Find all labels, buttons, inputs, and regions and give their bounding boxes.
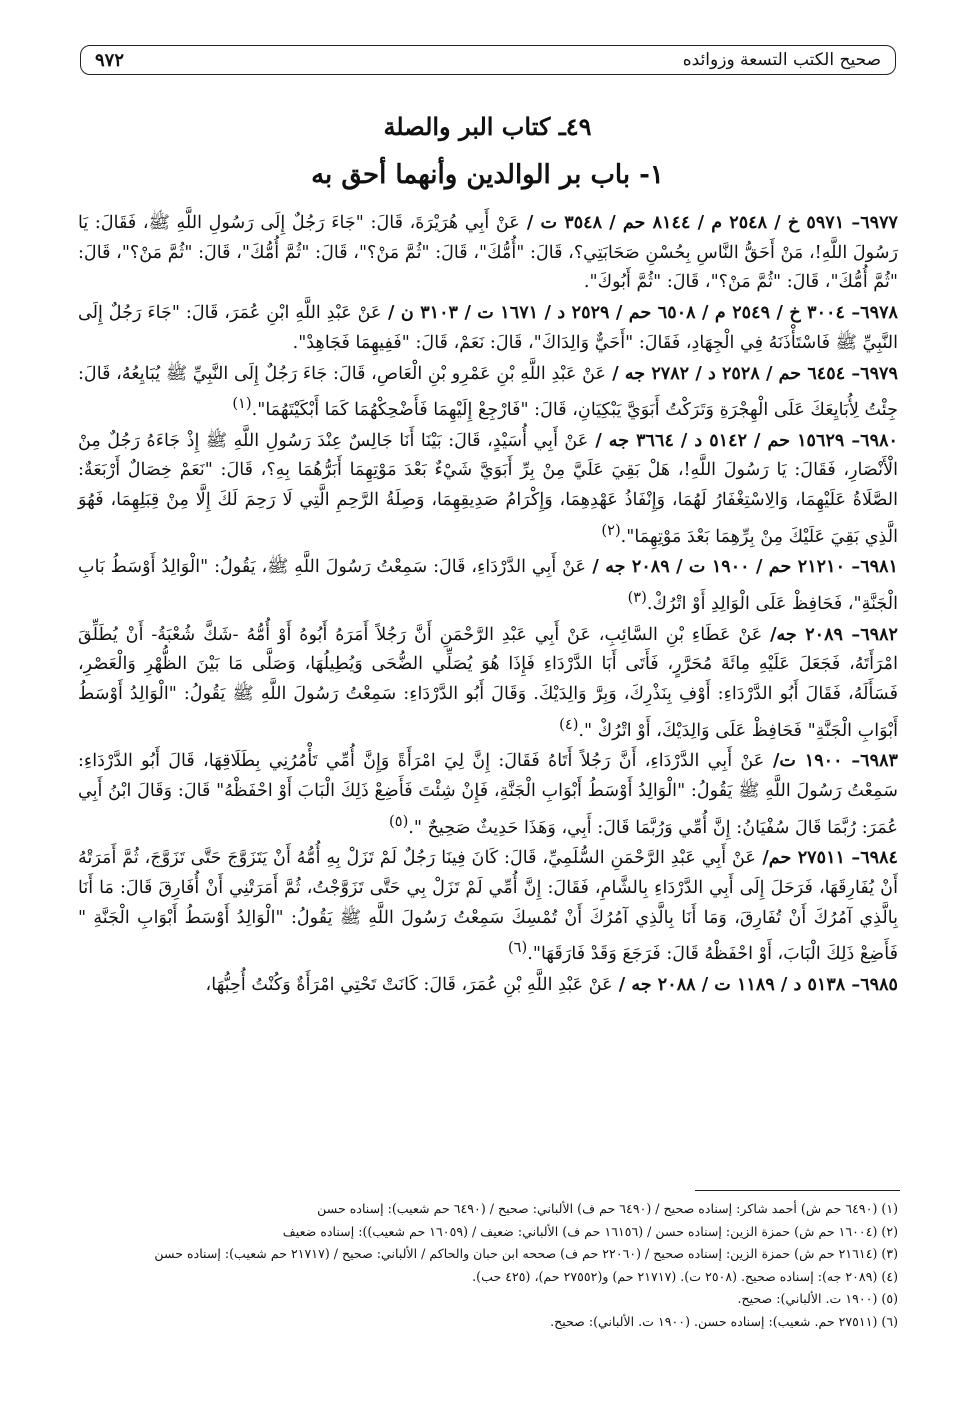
- hadith-text: عَنْ أَبِي أُسَيْدٍ، قَالَ: بَيْنَا أَنَا جَالِسٌ عِنْدَ رَسُولِ اللَّهِ ﷺ إِذْ جَاءَهُ رَجُلٌ مِنْ الْأَنْصَارِ، فَقَالَ: يَا رَسُولَ اللَّهِ!، هَلْ بَقِيَ عَلَيَّ مِنْ بِرِّ أَبَوَيَّ شَيْءٌ بَعْدَ مَوْتِهِمَا أَبَرُّهُمَا بِهِ؟، قَالَ: "نَعَمْ خِصَالٌ أَرْبَعَةٌ: الصَّلَاةُ عَلَيْهِمَا، وَالِاسْتِغْفَارُ لَهُمَا، وَإِنْفَاذُ عَهْدِهِمَا، وَإِكْرَامُ صَدِيقِهِمَا، وَصِلَةُ الرَّحِمِ الَّتِي لَا رَحِمَ لَكَ إِلَّا مِنْ قِبَلِهِمَا، فَهُوَ الَّذِي بَقِيَ عَلَيْكَ مِنْ بِرِّهِمَا بَعْدَ مَوْتِهِمَا".: [78, 430, 898, 547]
- footnote-marker: (٥): [388, 812, 409, 830]
- hadith-refs: – ٣٠٠٤ خ / ٢٥٤٩ م / ٦٥٠٨ حم / ٢٥٢٩ د / ١٦٧١ ت / ٣١٠٣ ن /: [381, 302, 861, 324]
- footnote: (٤) (٢٠٨٩ جه): إسناده صحيح. (٢٥٠٨ ت). (٢١٧١٧ حم) و(٢٧٥٥٢ حم)، (٤٢٥ حب).: [472, 1268, 898, 1284]
- hadith-text: عَنْ عَطَاءِ بْنِ السَّائِبِ، عَنْ أَبِي عَبْدِ الرَّحْمَنِ أَنَّ رَجُلاً أَمَرَهُ أَبُوهُ أَوْ أُمُّهُ -شَكَّ شُعْبَةُ- أَنْ يُطَلِّقَ امْرَأَتَهُ، فَجَعَلَ عَلَيْهِ مِائَةَ مُحَرَّرٍ، فَأَتَى أَبَا الدَّرْدَاءِ فَإِذَا هُوَ يُصَلِّي الضُّحَى وَيُطِيلُهَا، وَصَلَّى مَا بَيْنَ الظُّهْرِ وَالْعَصْرِ، فَسَأَلَهُ، فَقَالَ أَبُو الدَّرْدَاءِ: أَوْفِ بِنَذْرِكَ، وَبِرَّ وَالِدَيْكَ. وَقَالَ أَبُو الدَّرْدَاءِ: سَمِعْتُ رَسُولَ اللَّهِ ﷺ يَقُولُ: "الْوَالِدُ أَوْسَطُ أَبْوَابِ الْجَنَّةِ" فَحَافِظْ عَلَى وَالِدَيْكَ، أَوْ اتْرُكْ ".: [78, 624, 898, 741]
- hadith-text: عَنْ أَبِي هُرَيْرَةَ، قَالَ: "جَاءَ رَجُلٌ إِلَى رَسُولِ اللَّهِ ﷺ، فَقَالَ: يَا رَسُولَ اللَّهِ!، مَنْ أَحَقُّ النَّاسِ بِحُسْنِ صَحَابَتِي؟، قَالَ: "أُمُّكَ"، قَالَ: "ثُمَّ مَنْ؟"، قَالَ: "ثُمَّ أُمُّكَ"، قَالَ: "ثُمَّ مَنْ؟"، قَالَ: "ثُمَّ أُمُّكَ"، قَالَ: "ثُمَّ مَنْ؟"، قَالَ: "ثُمَّ أَبُوكَ".: [78, 213, 898, 293]
- hadith-entry: [78, 552, 898, 619]
- hadith-entry: [78, 970, 898, 1001]
- hadith-entry: [78, 843, 898, 970]
- running-title: صحيح الكتب التسعة وزوائده: [682, 50, 881, 70]
- footnote: (٦) (٢٧٥١١ حم. شعيب): إسناده حسن. (١٩٠٠ ت. الألباني): صحيح.: [550, 1313, 898, 1329]
- hadith-number: ٦٩٨٢: [860, 623, 898, 645]
- hadith-body: [78, 208, 898, 1001]
- hadith-text: عَنْ أَبِي عَبْدِ الرَّحْمَنِ السُّلَمِيِّ، قَالَ: كَانَ فِينَا رَجُلٌ لَمْ تَزَلْ بِهِ أُمُّهُ أَنْ يَتَزَوَّجَ حَتَّى تَزَوَّجَ، ثُمَّ أَمَرَتْهُ أَنْ يُفَارِقَهَا، فَرَحَلَ إِلَى أَبِي الدَّرْدَاءِ بِالشَّامِ، فَقَالَ: إِنَّ أُمِّي لَمْ تَزَلْ بِي حَتَّى تَزَوَّجْتُ، ثُمَّ أَمَرَتْنِي أَنْ أُفَارِقَ قَالَ: مَا أَنَا بِالَّذِي آمُرُكَ أَنْ تُفَارِقَ، وَمَا أَنَا بِالَّذِي آمُرُكَ أَنْ تُمْسِكَ سَمِعْتُ رَسُولَ اللَّهِ ﷺ يَقُولُ: "الْوَالِدُ أَوْسَطُ أَبْوَابِ الْجَنَّةِ " فَأَضِعْ ذَلِكَ الْبَابَ، أَوْ احْفَظْهُ قَالَ: فَرَجَعَ وَقَدْ فَارَقَهَا".: [78, 848, 898, 965]
- hadith-entry: [78, 359, 898, 426]
- hadith-entry: [78, 620, 898, 747]
- hadith-number: ٦٩٨٤: [860, 847, 898, 869]
- footnote: (٣) (٢١٦١٤ حم ش) حمزة الزين: إسناده صحيح / (٢٢٠٦٠ حم ف) صححه ابن حبان والحاكم / الألباني: صحيح / (٢١٧١٧ حم شعيب): إسناده حسن: [154, 1246, 898, 1262]
- footnote-divider: [695, 1190, 900, 1191]
- hadith-number: ٦٩٧٩: [860, 362, 898, 384]
- footnote-marker: (٢): [601, 521, 621, 539]
- hadith-number: ٦٩٨٥: [860, 974, 898, 996]
- hadith-refs: – ٦٤٥٤ حم / ٢٥٢٨ د / ٢٧٨٢ جه /: [606, 362, 861, 384]
- hadith-refs: – ١٩٠٠ ت/: [764, 750, 861, 772]
- hadith-text: عَنْ عَبْدِ اللَّهِ بْنِ عَمْرِو بْنِ الْعَاصِ، قَالَ: جَاءَ رَجُلٌ إِلَى النَّبِيِّ ﷺ يُبَايِعُهُ، قَالَ: جِئْتُ لِأُبَايِعَكَ عَلَى الْهِجْرَةِ وَتَرَكْتُ أَبَوَيَّ يَبْكِيَانِ، قَالَ: "فَارْجِعْ إِلَيْهِمَا فَأَضْحِكْهُمَا كَمَا أَبْكَيْتَهُمَا".: [78, 363, 898, 421]
- hadith-entry: [78, 298, 898, 358]
- footnote: (٥) (١٩٠٠ ت. الألباني): صحيح.: [737, 1291, 898, 1307]
- hadith-text: عَنْ أَبِي الدَّرْدَاءِ، أَنَّ رَجُلاً أَتَاهُ فَقَالَ: إِنَّ لِيَ امْرَأَةً وَإِنَّ أُمِّي تَأْمُرُنِي بِطَلَاقِهَا، قَالَ أَبُو الدَّرْدَاءِ: سَمِعْتُ رَسُولَ اللَّهِ ﷺ يَقُولُ: "الْوَالِدُ أَوْسَطُ أَبْوَابِ الْجَنَّةِ، فَإِنْ شِئْتَ فَأَضِعْ ذَلِكَ الْبَابَ أَوْ احْفَظْهُ" قَالَ: وَقَالَ ابْنُ أَبِي عُمَرَ: رُبَّمَا قَالَ سُفْيَانُ: إِنَّ أُمِّي وَرُبَّمَا قَالَ: أَبِي، وَهَذَا حَدِيثٌ صَحِيحٌ ".: [78, 751, 898, 838]
- chapter-title: ١- باب بر الوالدين وأنهما أحق به: [311, 160, 664, 190]
- hadith-entry: [78, 208, 898, 298]
- footnote: (١) (٦٤٩٠ حم ش) أحمد شاكر: إسناده صحيح / (٦٤٩٠ حم ف) الألباني: صحيح / (٦٤٩٠ حم شعيب): إسناده حسن: [317, 1201, 898, 1216]
- footnote: (٢) (١٦٠٠٤ حم ش) حمزة الزين: إسناده حسن / (١٦١٥٦ حم ف) الألباني: ضعيف / (١٦٠٥٩ حم شعيب)): إسناده ضعيف: [282, 1223, 898, 1239]
- footnote-marker: (٣): [627, 589, 647, 607]
- hadith-entry: [78, 746, 898, 843]
- book-title: ٤٩ـ كتاب البر والصلة: [383, 112, 592, 141]
- footnote-marker: (١): [232, 395, 252, 413]
- hadith-text: عَنْ عَبْدِ اللَّهِ بْنِ عُمَرَ، قَالَ: كَانَتْ تَحْتِي امْرَأَةٌ وَكُنْتُ أُحِبُّهَا،: [205, 975, 613, 996]
- hadith-number: ٦٩٧٨: [860, 302, 898, 324]
- footnote-marker: (٤): [559, 715, 579, 733]
- hadith-refs: – ١٥٦٢٩ حم / ٥١٤٢ د / ٣٦٦٤ جه /: [588, 429, 861, 451]
- hadith-refs: – ٥١٣٨ د / ١١٨٩ ت / ٢٠٨٨ جه /: [612, 974, 861, 996]
- hadith-text: عَنْ عَبْدِ اللَّهِ ابْنِ عُمَرَ، قَالَ: "جَاءَ رَجُلٌ إِلَى النَّبِيِّ ﷺ فَاسْتَأْذَنَهُ فِي الْجِهَادِ، فَقَالَ: "أَحَيٌّ وَالِدَاكَ"، قَالَ: نَعَمْ، قَالَ: "فَفِيهِمَا فَجَاهِدْ".: [78, 303, 898, 353]
- hadith-refs: – ٢٧٥١١ حم/: [755, 847, 861, 869]
- hadith-refs: – ٥٩٧١ خ / ٢٥٤٨ م / ٨١٤٤ حم / ٣٥٤٨ ت /: [519, 212, 861, 233]
- hadith-number: ٦٩٧٧: [860, 212, 898, 233]
- page-number: ٩٧٢: [95, 49, 125, 71]
- footnote-marker: (٦): [507, 939, 528, 957]
- hadith-number: ٦٩٨٠: [860, 429, 898, 451]
- hadith-number: ٦٩٨١: [860, 556, 898, 578]
- hadith-text: عَنْ أَبِي الدَّرْدَاءِ، قَالَ: سَمِعْتُ رَسُولَ اللَّهِ ﷺ، يَقُولُ: "الْوَالِدُ أَوْسَطُ بَابِ الْجَنَّةِ"، فَحَافِظْ عَلَى الْوَالِدِ أَوْ اتْرُكْ.: [78, 557, 898, 615]
- page-header: [80, 45, 896, 75]
- hadith-entry: [78, 426, 898, 553]
- hadith-refs: – ٢١٢١٠ حم / ١٩٠٠ ت / ٢٠٨٩ جه /: [586, 556, 861, 578]
- hadith-refs: – ٢٠٨٩ جه/: [770, 623, 861, 645]
- hadith-number: ٦٩٨٣: [860, 750, 898, 772]
- footnotes: [78, 1198, 898, 1334]
